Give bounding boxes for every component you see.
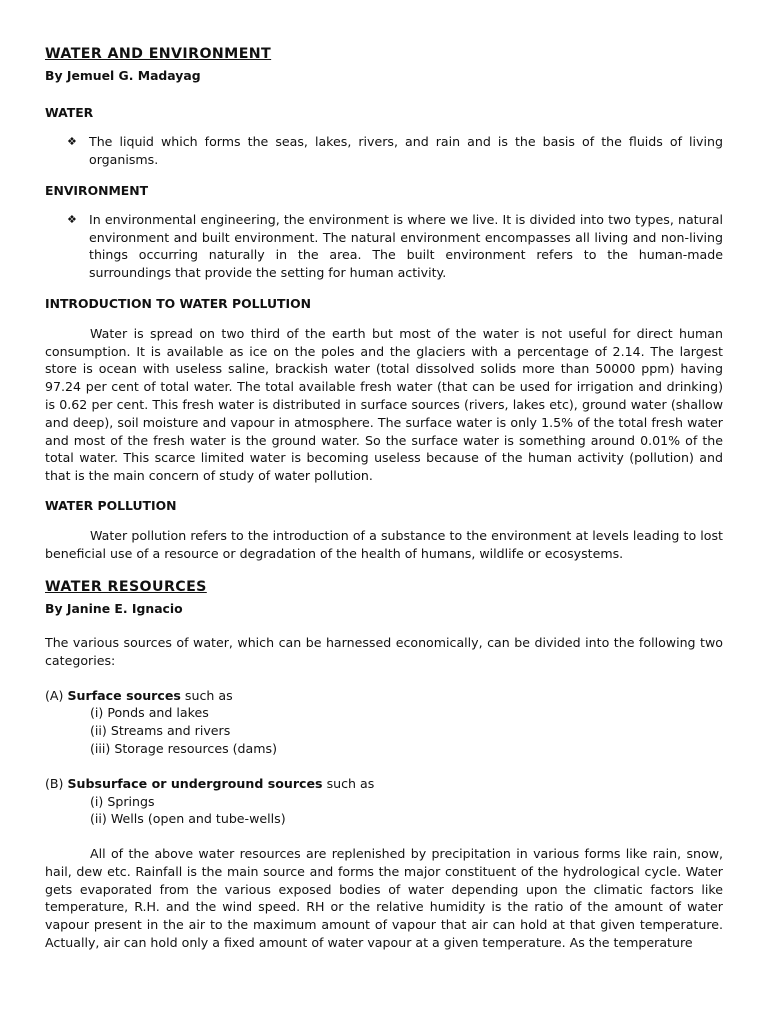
diamond-bullet-icon: ❖ xyxy=(67,212,77,226)
list-item: (ii) Streams and rivers xyxy=(90,723,231,739)
category-a-suffix: such as xyxy=(180,687,233,703)
paragraph-water-pollution: Water pollution refers to the introduction of a substance to the environment at levels leading to lost beneficial use of a resource or degradation of the health of humans, wildlife or ecosystems. xyxy=(45,527,723,561)
bullet-item xyxy=(45,211,723,282)
section-title: WATER AND ENVIRONMENT xyxy=(45,46,272,62)
list-item: (ii) Wells (open and tube-wells) xyxy=(90,811,286,827)
list-item: (i) Ponds and lakes xyxy=(90,705,209,721)
author-line: By Janine E. Ignacio xyxy=(45,601,183,617)
category-b-label xyxy=(45,775,723,793)
paragraph-replenishment: All of the above water resources are replenished by precipitation in various forms like rain, snow, hail, dew etc. Rainfall is the main source and forms the major constituent of the hydrological cycle. Water gets evaporated from the various exposed bodies of water depending upon the climatic factors like temperature, R.H. and the wind speed. RH or the relative humidity is the ratio of the amount of water vapour present in the air to the maximum amount of vapour that air can hold at that given temperature. Actually, air can hold only a fixed amount of water vapour at a given temperature. As the temperature xyxy=(45,846,723,951)
category-a-bold: Surface sources xyxy=(67,687,181,703)
section-water-resources xyxy=(45,579,723,952)
heading-water: WATER xyxy=(45,104,94,120)
category-b xyxy=(45,775,723,828)
category-b-prefix: (B) xyxy=(45,775,68,791)
bullet-text: The liquid which forms the seas, lakes, rivers, and rain and is the basis of the fluids of living organisms. xyxy=(89,134,723,168)
bullet-item xyxy=(45,133,723,169)
category-b-suffix: such as xyxy=(322,775,375,791)
category-b-bold: Subsurface or underground sources xyxy=(67,775,323,791)
category-a-label xyxy=(45,687,723,705)
category-a xyxy=(45,687,723,758)
bullet-text: In environmental engineering, the environment is where we live. It is divided into two types, natural environment and built environment. The natural environment encompasses all living and non-living things occurring naturally in the area. The built environment refers to the human-made surroundings that provide the setting for human activity. xyxy=(89,211,723,281)
paragraph-categories: The various sources of water, which can be harnessed economically, can be divided into the following two categories: xyxy=(45,634,723,668)
section-water-and-environment xyxy=(45,46,723,562)
paragraph-intro: Water is spread on two third of the earth but most of the water is not useful for direct human consumption. It is available as ice on the poles and the glaciers with a percentage of 2.14. The largest store is ocean with useless saline, brackish water (total dissolved solids more than 50000 ppm) having 97.24 per cent of total water. The total available fresh water (that can be used for irrigation and drinking) is 0.62 per cent. This fresh water is distributed in surface sources (rivers, lakes etc), ground water (shallow and deep), soil moisture and vapour in atmosphere. The surface water is only 1.5% of the total fresh water and most of the fresh water is the ground water. So the surface water is something around 0.01% of the total water. This scarce limited water is becoming useless because of the human activity (pollution) and that is the main concern of study of water pollution. xyxy=(45,325,723,484)
heading-environment: ENVIRONMENT xyxy=(45,182,149,198)
section-title: WATER RESOURCES xyxy=(45,579,207,596)
author-line: By Jemuel G. Madayag xyxy=(45,67,201,83)
heading-water-pollution: WATER POLLUTION xyxy=(45,497,177,513)
diamond-bullet-icon: ❖ xyxy=(67,135,77,149)
list-item: (iii) Storage resources (dams) xyxy=(90,740,278,756)
category-a-prefix: (A) xyxy=(45,687,68,703)
heading-intro-water-pollution: INTRODUCTION TO WATER POLLUTION xyxy=(45,295,312,311)
list-item: (i) Springs xyxy=(90,793,155,809)
